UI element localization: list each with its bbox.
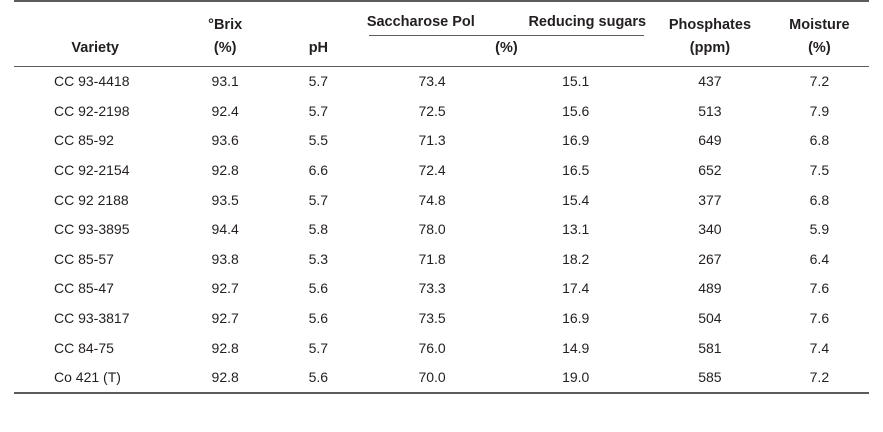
cell-reducing: 16.9: [562, 132, 590, 149]
cell-variety: CC 93-3817: [54, 309, 130, 326]
column-header-phosphates: Phosphates: [668, 17, 752, 33]
cell-variety: CC 92 2188: [54, 191, 129, 208]
cell-moisture: 7.6: [809, 280, 830, 297]
cell-brix: 92.8: [211, 339, 239, 356]
cell-phosphates: 437: [698, 73, 722, 90]
table-row: [14, 126, 869, 156]
cell-phosphates: 340: [698, 221, 722, 238]
cell-ph: 5.7: [308, 191, 329, 208]
unit-phosphates: (ppm): [689, 40, 731, 57]
cell-saccharose: 72.4: [418, 162, 446, 179]
cell-variety: CC 85-47: [54, 280, 114, 297]
cell-reducing: 15.6: [562, 102, 590, 119]
cell-phosphates: 652: [698, 162, 722, 179]
cell-variety: CC 92-2198: [54, 102, 130, 119]
cell-moisture: 7.9: [809, 102, 830, 119]
cell-brix: 92.7: [211, 309, 239, 326]
column-header-ph: pH: [308, 40, 329, 57]
table-row: [14, 97, 869, 127]
cell-reducing: 18.2: [562, 250, 590, 267]
unit-span-percent: (%): [495, 40, 518, 57]
table-row: [14, 185, 869, 215]
cell-ph: 5.7: [308, 339, 329, 356]
cell-brix: 92.7: [211, 280, 239, 297]
column-header-span-group: [363, 2, 650, 36]
cell-variety: CC 92-2154: [54, 162, 130, 179]
cell-saccharose: 71.3: [418, 132, 446, 149]
column-header-reducing-sugars: Reducing sugars: [528, 14, 647, 30]
cell-reducing: 16.9: [562, 309, 590, 326]
cell-reducing: 13.1: [562, 221, 590, 238]
cell-reducing: 19.0: [501, 363, 650, 394]
cell-variety: CC 85-92: [54, 132, 114, 149]
cell-reducing: 16.5: [562, 162, 590, 179]
unit-brix: (%): [213, 40, 237, 57]
cell-phosphates: 267: [698, 250, 722, 267]
table-row: [14, 304, 869, 334]
cell-brix: 92.8: [211, 162, 239, 179]
cell-variety: CC 84-75: [54, 339, 114, 356]
cell-saccharose: 72.5: [418, 102, 446, 119]
cell-reducing: 15.1: [562, 73, 590, 90]
column-header-moisture: Moisture: [789, 17, 850, 33]
cell-reducing: 17.4: [562, 280, 590, 297]
cell-reducing: 14.9: [562, 339, 590, 356]
cell-brix: 93.1: [211, 73, 239, 90]
cell-ph: 6.6: [308, 162, 329, 179]
cell-ph: 5.6: [308, 280, 329, 297]
column-header-variety: Variety: [71, 40, 119, 57]
cell-ph: 5.6: [274, 363, 363, 394]
cell-saccharose: 73.4: [418, 73, 446, 90]
cell-saccharose: 73.3: [418, 280, 446, 297]
table-row: [14, 274, 869, 304]
table-row: [14, 244, 869, 274]
table-row: [14, 66, 869, 96]
cell-phosphates: 513: [698, 102, 722, 119]
cell-saccharose: 73.5: [418, 309, 446, 326]
cell-variety: CC 93-4418: [54, 73, 130, 90]
cell-brix: 93.6: [211, 132, 239, 149]
column-header-saccharose: Saccharose Pol: [366, 14, 475, 30]
cell-moisture: 7.2: [809, 73, 830, 90]
table-row: [14, 363, 869, 394]
varieties-data-table: [14, 0, 869, 394]
cell-phosphates: 377: [698, 191, 722, 208]
header-row-main: [14, 2, 869, 36]
cell-brix: 93.8: [211, 250, 239, 267]
cell-saccharose: 76.0: [418, 339, 446, 356]
cell-variety: CC 85-57: [54, 250, 114, 267]
cell-ph: 5.3: [308, 250, 329, 267]
cell-saccharose: 78.0: [418, 221, 446, 238]
cell-moisture: 5.9: [809, 221, 830, 238]
cell-brix: 94.4: [211, 221, 239, 238]
cell-ph: 5.7: [308, 102, 329, 119]
cell-ph: 5.5: [308, 132, 329, 149]
unit-moisture: (%): [808, 40, 831, 57]
cell-phosphates: 581: [698, 339, 722, 356]
cell-moisture: 6.4: [809, 250, 830, 267]
cell-moisture: 6.8: [809, 132, 830, 149]
cell-brix: 93.5: [211, 191, 239, 208]
cell-phosphates: 649: [698, 132, 722, 149]
cell-moisture: 7.6: [809, 309, 830, 326]
cell-moisture: 6.8: [809, 191, 830, 208]
cell-phosphates: 585: [650, 363, 770, 394]
cell-phosphates: 504: [698, 309, 722, 326]
table-row: [14, 156, 869, 186]
cell-moisture: 7.4: [809, 339, 830, 356]
cell-ph: 5.8: [308, 221, 329, 238]
cell-moisture: 7.5: [809, 162, 830, 179]
cell-variety: Co 421 (T): [14, 363, 176, 394]
cell-variety: CC 93-3895: [54, 221, 130, 238]
cell-phosphates: 489: [698, 280, 722, 297]
cell-saccharose: 74.8: [418, 191, 446, 208]
cell-reducing: 15.4: [562, 191, 590, 208]
table-header: [14, 1, 869, 66]
cell-brix: 92.8: [176, 363, 273, 394]
cell-ph: 5.7: [308, 73, 329, 90]
cell-brix: 92.4: [211, 102, 239, 119]
column-header-brix: °Brix: [208, 17, 243, 33]
cell-saccharose: 71.8: [418, 250, 446, 267]
cell-ph: 5.6: [308, 309, 329, 326]
table-row: [14, 333, 869, 363]
table-row: [14, 215, 869, 245]
table-body: [14, 66, 869, 393]
cell-saccharose: 70.0: [363, 363, 502, 394]
cell-moisture: 7.2: [770, 363, 869, 394]
